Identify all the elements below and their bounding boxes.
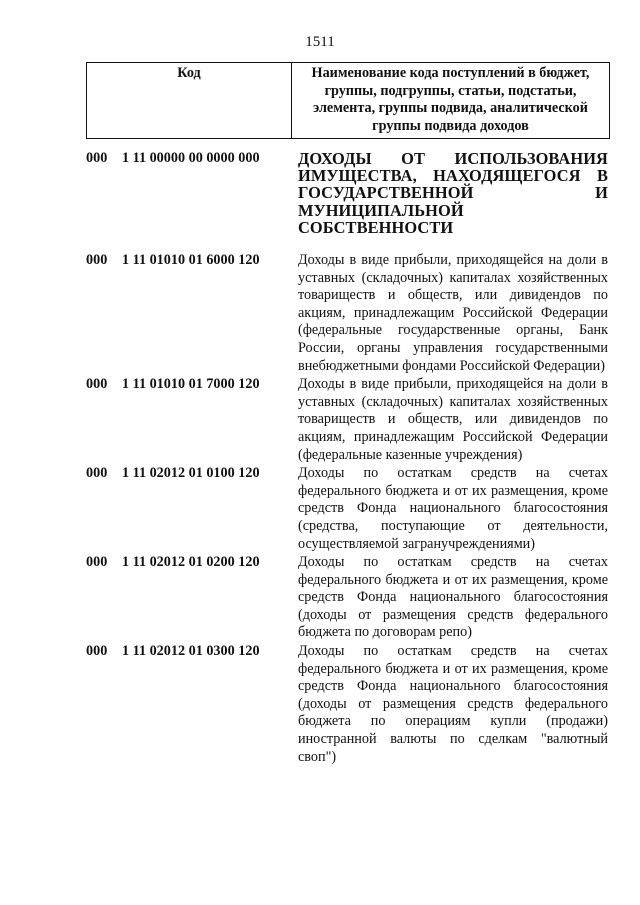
admin-code: 000 — [86, 643, 108, 660]
income-code: 1 11 02012 01 0200 120 — [122, 554, 260, 571]
income-code: 1 11 02012 01 0300 120 — [122, 643, 260, 660]
table-row — [86, 465, 610, 553]
admin-code: 000 — [86, 150, 108, 166]
income-code: 1 11 00000 00 0000 000 — [122, 150, 260, 166]
income-name: Доходы в виде прибыли, приходящейся на доли в уставных (складочных) капиталах хозяйственных товариществ и обществ, или дивидендов по акциям, принадлежащим Российской Федерации (федеральные казенные учреждения) — [298, 376, 608, 463]
table-row — [86, 643, 610, 766]
table-row — [86, 150, 610, 236]
table-row — [86, 554, 610, 642]
income-code-list — [86, 150, 610, 767]
income-code: 1 11 02012 01 0100 120 — [122, 465, 260, 482]
page-number: 1511 — [305, 34, 335, 50]
name-column-header: Наименование кода поступлений в бюджет, группы, подгруппы, статьи, подстатьи, элемента, группы подвида, аналитической группы подвида доходов — [292, 63, 610, 139]
column-header-row — [87, 63, 610, 139]
admin-code: 000 — [86, 376, 108, 393]
admin-code: 000 — [86, 465, 108, 482]
income-name: Доходы по остаткам средств на счетах федерального бюджета и от их размещения, кроме средств Фонда национального благосостояния (доходы от размещения средств федерального бюджета по операциям купли (продажи) иностранной валюты по сделкам "валютный своп") — [298, 643, 608, 765]
admin-code: 000 — [86, 252, 108, 269]
table-row — [86, 252, 610, 375]
code-column-header: Код — [87, 63, 292, 139]
table-row — [86, 376, 610, 464]
income-name: Доходы в виде прибыли, приходящейся на доли в уставных (складочных) капиталах хозяйственных товариществ и обществ, или дивидендов по акциям, принадлежащим Российской Федерации (федеральные государственные органы, Банк России, органы управления государственными внебюджетными фондами Российской Федерации) — [298, 252, 608, 374]
income-name: Доходы по остаткам средств на счетах федерального бюджета и от их размещения, кроме средств Фонда национального благосостояния (доходы от размещения средств федерального бюджета по договорам репо) — [298, 554, 608, 641]
income-name: Доходы по остаткам средств на счетах федерального бюджета и от их размещения, кроме средств Фонда национального благосостояния (средства, поступающие от деятельности, осуществляемой загранучреждениями) — [298, 465, 608, 552]
income-name: ДОХОДЫ ОТ ИСПОЛЬЗОВАНИЯ ИМУЩЕСТВА, НАХОДЯЩЕГОСЯ В ГОСУДАРСТВЕННОЙ И МУНИЦИПАЛЬНОЙ СОБСТВЕННОСТИ — [298, 149, 608, 237]
income-code: 1 11 01010 01 7000 120 — [122, 376, 260, 393]
income-code: 1 11 01010 01 6000 120 — [122, 252, 260, 269]
admin-code: 000 — [86, 554, 108, 571]
column-header-table — [86, 62, 610, 139]
